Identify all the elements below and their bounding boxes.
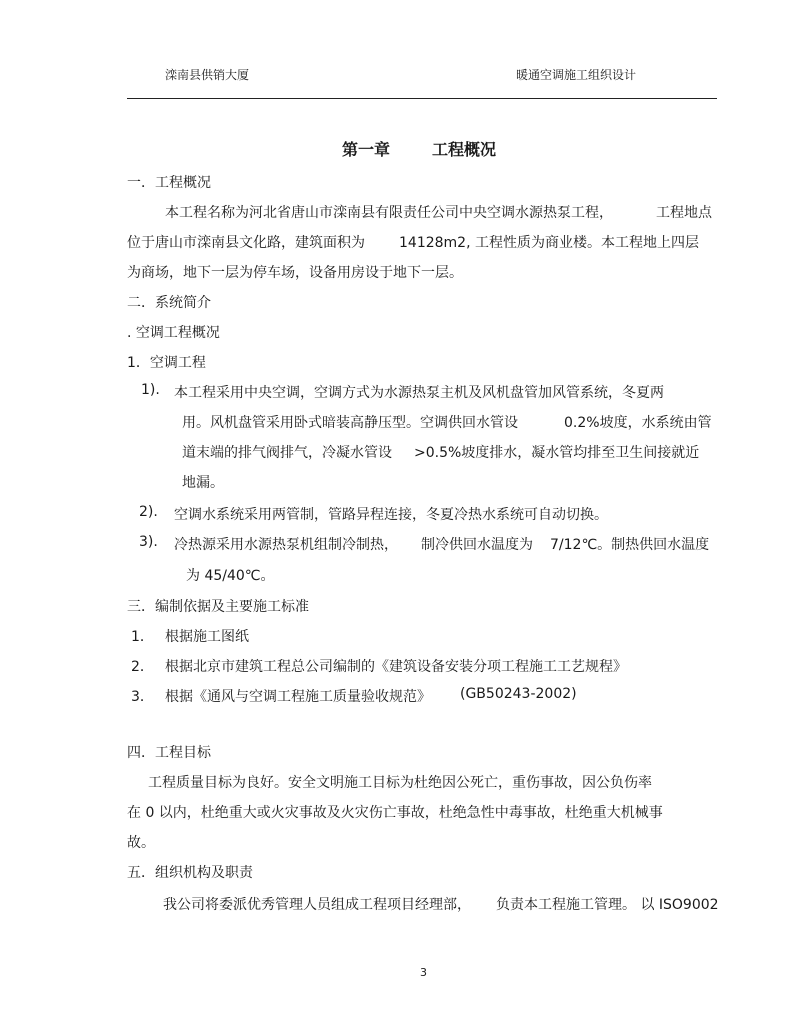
list-item-text: 道末端的排气阀排气，冷凝水管设 — [182, 445, 392, 461]
list-number: 1． — [131, 629, 154, 645]
list-item-text: 空调水系统采用两管制，管路异程连接，冬夏冷热水系统可自动切换。 — [174, 507, 608, 523]
list-item-text: 0.2%坡度，水系统由管 — [564, 415, 712, 431]
paragraph-line: 工程质量目标为良好。安全文明施工目标为杜绝因公死亡，重伤事故，因公负伤率 — [148, 775, 652, 791]
section-heading: 四．工程目标 — [127, 745, 211, 761]
paragraph-line: 我公司将委派优秀管理人员组成工程项目经理部， — [163, 897, 471, 913]
paragraph-line: 工程地点 — [656, 205, 712, 221]
list-item-text: 7/12℃。制热供回水温度 — [550, 537, 710, 553]
list-item-text: 为 45/40℃。 — [186, 568, 275, 584]
paragraph-line: 14128m2, 工程性质为商业楼。本工程地上四层 — [399, 235, 699, 251]
list-item-text: 地漏。 — [182, 475, 224, 491]
header-left: 滦南县供销大厦 — [165, 68, 250, 82]
list-item-text: 根据施工图纸 — [165, 629, 249, 645]
paragraph-line: 故。 — [127, 835, 155, 851]
list-number: 3． — [131, 689, 154, 705]
section-heading: 三．编制依据及主要施工标准 — [127, 599, 309, 615]
section-heading: 一．工程概况 — [127, 175, 211, 191]
chapter-number: 第一章 — [342, 140, 391, 159]
list-number: 1). — [141, 382, 160, 398]
paragraph-line: 在 0 以内，杜绝重大或火灾事故及火灾伤亡事故，杜绝急性中毒事故，杜绝重大机械事 — [127, 805, 663, 821]
list-item-text: 冷热源采用水源热泵机组制冷制热， — [174, 537, 398, 553]
standard-code: (GB50243-2002) — [460, 686, 577, 702]
header-right: 暖通空调施工组织设计 — [516, 68, 637, 82]
page-number: 3 — [420, 966, 427, 979]
list-number: 2). — [139, 504, 158, 520]
chapter-name: 工程概况 — [432, 140, 497, 159]
list-item-text: 用。风机盘管采用卧式暗装高静压型。空调供回水管设 — [182, 415, 518, 431]
paragraph-line: 为商场，地下一层为停车场，设备用房设于地下一层。 — [127, 265, 463, 281]
list-number: 3). — [139, 534, 158, 550]
paragraph-line: 位于唐山市滦南县文化路，建筑面积为 — [127, 235, 365, 251]
header-rule — [127, 98, 717, 99]
paragraph-line: 负责本工程施工管理。 以 ISO9002 — [496, 897, 719, 913]
section-heading: 二．系统简介 — [127, 295, 211, 311]
list-item-text: >0.5%坡度排水，凝水管均排至卫生间接就近 — [414, 445, 700, 461]
subsection-heading: 1．空调工程 — [127, 355, 206, 371]
list-item-text: 根据北京市建筑工程总公司编制的《建筑设备安装分项工程施工工艺规程》 — [165, 659, 627, 675]
list-item-text: 制冷供回水温度为 — [421, 537, 533, 553]
list-item-text: 根据《通风与空调工程施工质量验收规范》 — [165, 689, 431, 705]
list-number: 2． — [131, 659, 154, 675]
paragraph-line: 本工程名称为河北省唐山市滦南县有限责任公司中央空调水源热泵工程， — [165, 205, 613, 221]
section-heading: 五．组织机构及职责 — [127, 865, 253, 881]
subsection-heading: . 空调工程概况 — [127, 325, 220, 341]
list-item-text: 本工程采用中央空调，空调方式为水源热泵主机及风机盘管加风管系统，冬夏两 — [174, 385, 664, 401]
